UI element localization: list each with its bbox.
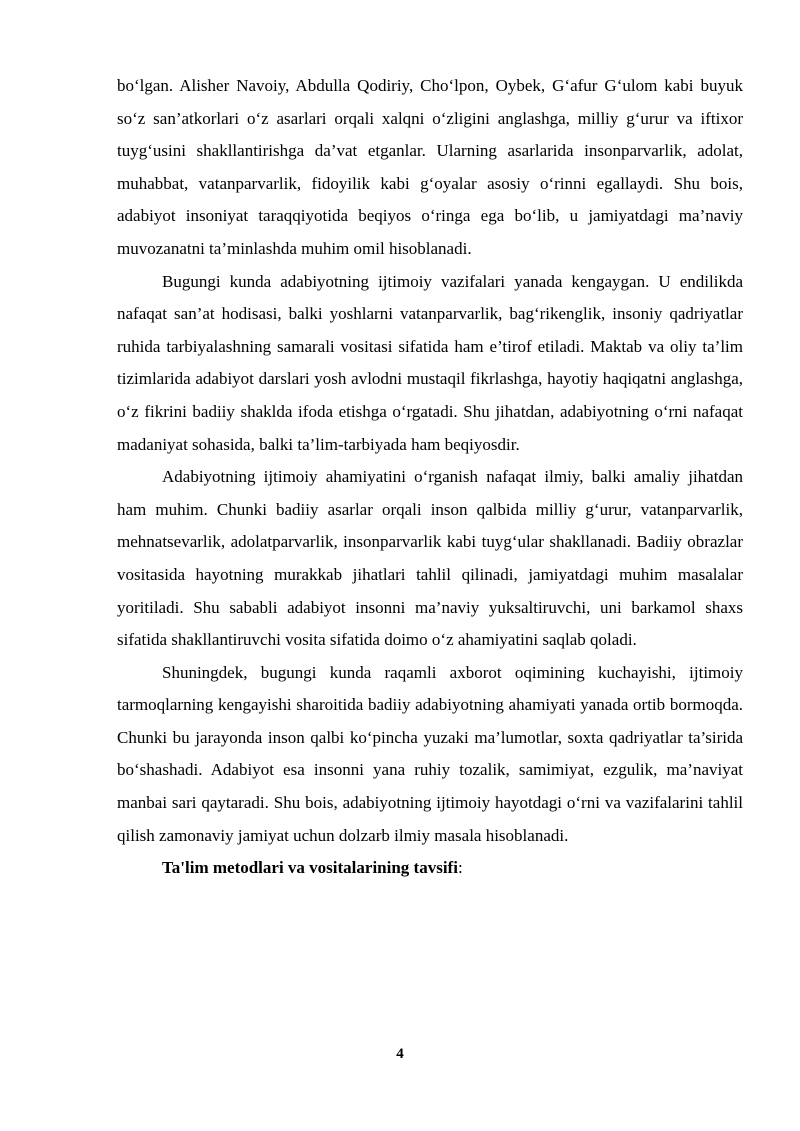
paragraph-social-importance: Adabiyotning ijtimoiy ahamiyatini o‘rganish nafaqat ilmiy, balki amaliy jihatdan ham muhim. Chunki badiiy asarlar orqali inson qalbida milliy g‘urur, vatanparvarlik, mehnatsevarlik, adolatparvarlik, insonparvarlik kabi tuyg‘ular shakllanadi. Badiiy obrazlar vositasida hayotning murakkab jihatlari tahlil qilinadi, jamiyatdagi muhim masalalar yoritiladi. Shu sababli adabiyot insonni ma’naviy yuksaltiruvchi, uni barkamol shaxs sifatida shakllantiruvchi vosita sifatida doimo o‘z ahamiyatini saqlab qoladi. bbox=[117, 467, 743, 650]
section-heading-suffix: : bbox=[457, 858, 463, 878]
page-number: 4 bbox=[396, 1046, 404, 1062]
paragraph-digital-age: Shuningdek, bugungi kunda raqamli axborot oqimining kuchayishi, ijtimoiy tarmoqlarning kengayishi sharoitida badiiy adabiyotning ahamiyati yanada ortib bormoqda. Chunki bu jarayonda inson qalbi ko‘pincha yuzaki ma’lumotlar, soxta qadriyatlar ta’sirida bo‘shashadi. Adabiyot esa insonni yana ruhiy tozalik, samimiyat, ezgulik, ma’naviyat manbai sari qaytaradi. Shu bois, adabiyotning ijtimoiy hayotdagi o‘rni va vazifalarini tahlil qilish zamonaviy jamiyat uchun dolzarb ilmiy masala hisoblanadi. bbox=[117, 662, 743, 845]
section-heading-text: Ta'lim metodlari va vositalarining tavsifi bbox=[162, 858, 458, 878]
document-page bbox=[117, 70, 743, 885]
paragraph-social-functions: Bugungi kunda adabiyotning ijtimoiy vazifalari yanada kengaygan. U endilikda nafaqat san’at hodisasi, balki yoshlarni vatanparvarlik, bag‘rikenglik, insoniy qadriyatlar ruhida tarbiyalashning samarali vositasi sifatida ham e’tirof etiladi. Maktab va oliy ta’lim tizimlarida adabiyot darslari yosh avlodni mustaqil fikrlashga, hayotiy haqiqatni anglashga, o‘z fikrini badiiy shaklda ifoda etishga o‘rgatadi. Shu jihatdan, adabiyotning o‘rni nafaqat madaniyat sohasida, balki ta’lim-tarbiyada ham beqiyosdir. bbox=[117, 271, 743, 454]
section-heading bbox=[117, 852, 743, 885]
paragraph-continuation: bo‘lgan. Alisher Navoiy, Abdulla Qodiriy, Cho‘lpon, Oybek, G‘afur G‘ulom kabi buyuk so‘z san’atkorlari o‘z asarlari orqali xalqni o‘zligini anglashga, milliy g‘urur va iftixor tuyg‘usini shakllantirishga da’vat etganlar. Ularning asarlarida insonparvarlik, adolat, muhabbat, vatanparvarlik, fidoyilik kabi g‘oyalar asosiy o‘rinni egallaydi. Shu bois, adabiyot insoniyat taraqqiyotida beqiyos o‘ringa ega bo‘lib, u jamiyatdagi ma’naviy muvozanatni ta’minlashda muhim omil hisoblanadi. bbox=[117, 76, 743, 258]
